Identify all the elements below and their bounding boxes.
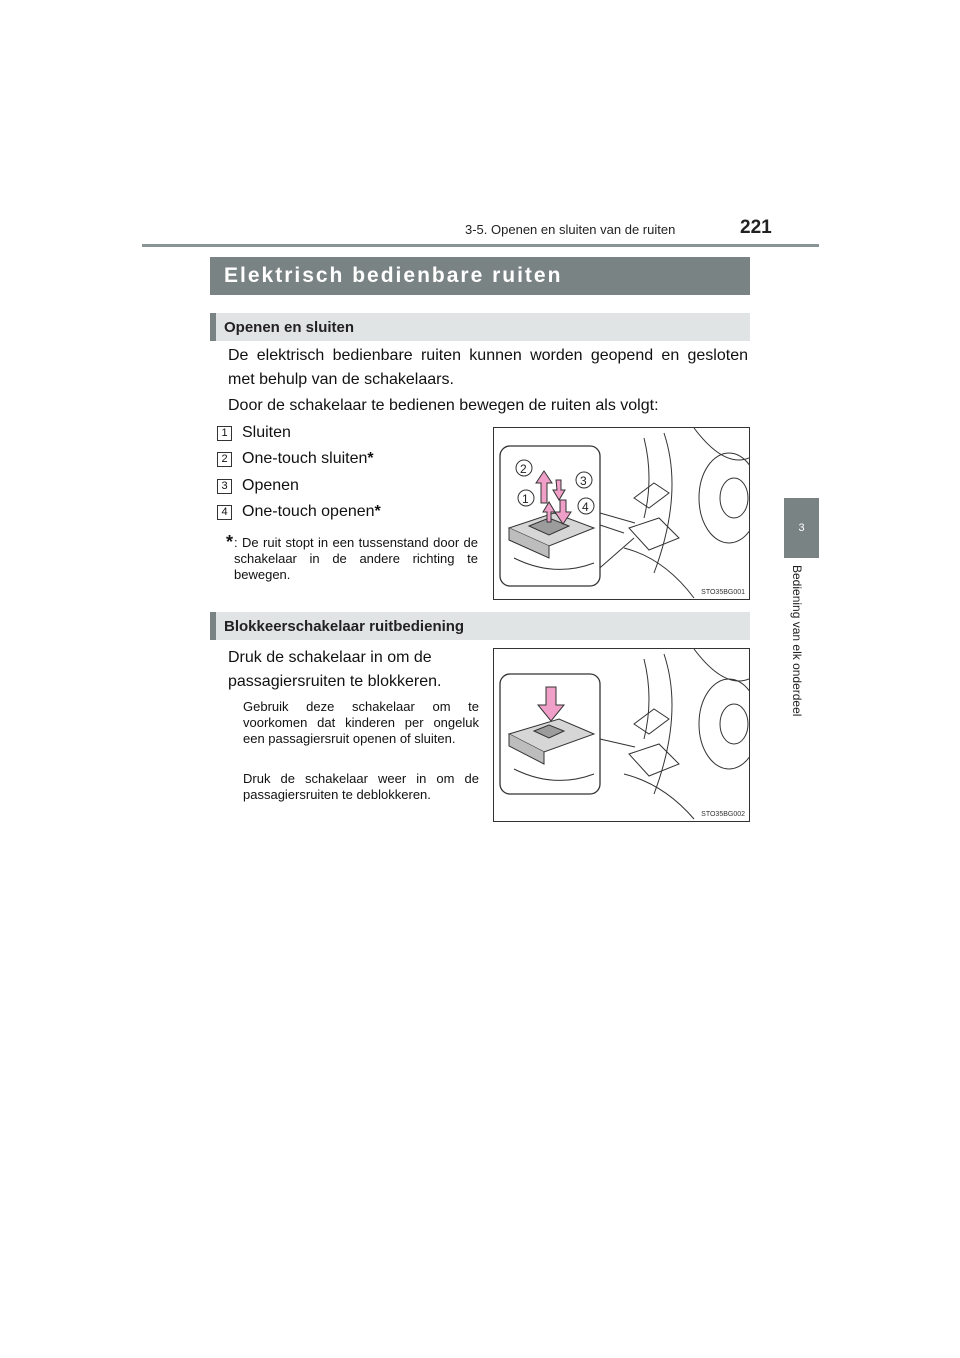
section-heading-open-close: Openen en sluiten xyxy=(210,313,750,341)
lock-switch-illustration xyxy=(494,649,749,821)
intro-instruction: Door de schakelaar te bedienen bewegen de ruiten als volgt: xyxy=(228,397,659,414)
list-item-label: One-touch openen xyxy=(242,503,375,520)
lock-instruction: Druk de schakelaar in om de passagiersruiten te blokkeren. xyxy=(228,649,442,690)
footnote-mark: * xyxy=(226,532,234,552)
footnote-text: : De ruit stopt in een tussenstand door de schakelaar in de andere richting te bewegen. xyxy=(234,535,478,582)
lock-switch-figure xyxy=(493,648,750,822)
intro-paragraph: De elektrisch bedienbare ruiten kunnen worden geopend en gesloten met behulp van de schakelaars. xyxy=(228,347,748,388)
list-item-label: Openen xyxy=(242,477,299,494)
figure-label: 4 xyxy=(582,500,589,514)
chapter-tab: 3 xyxy=(784,498,819,558)
figure-code: STO35BG002 xyxy=(701,811,745,818)
lock-note: Gebruik deze schakelaar om te voorkomen dat kinderen per ongeluk een passagiersruit openen of sluiten. xyxy=(243,699,479,746)
page-number: 221 xyxy=(740,217,772,238)
list-item xyxy=(217,477,299,495)
list-item-label: One-touch sluiten xyxy=(242,450,368,467)
header-rule xyxy=(142,244,819,247)
list-item: 4 One-touch openen * xyxy=(217,503,381,521)
window-switch-figure xyxy=(493,427,750,600)
window-switch-illustration xyxy=(494,428,749,599)
step-number: 2 xyxy=(217,452,232,467)
step-number: 3 xyxy=(217,479,232,494)
step-number: 4 xyxy=(217,505,232,520)
figure-label: 3 xyxy=(580,474,587,488)
section-heading-lock-switch: Blokkeerschakelaar ruitbediening xyxy=(210,612,750,640)
list-item-label: Sluiten xyxy=(242,424,291,441)
list-item: 2 One-touch sluiten * xyxy=(217,450,374,468)
list-item xyxy=(217,424,291,442)
chapter-title: Bediening van elk onderdeel xyxy=(790,565,804,717)
page-title: Elektrisch bedienbare ruiten xyxy=(210,257,750,295)
figure-label: 1 xyxy=(522,492,529,506)
figure-label: 2 xyxy=(520,462,527,476)
step-number: 1 xyxy=(217,426,232,441)
running-header-section: 3-5. Openen en sluiten van de ruiten xyxy=(465,222,676,237)
figure-code: STO35BG001 xyxy=(701,589,745,596)
footnote xyxy=(226,532,478,583)
unlock-note: Druk de schakelaar weer in om de passagiersruiten te deblokkeren. xyxy=(243,771,479,802)
